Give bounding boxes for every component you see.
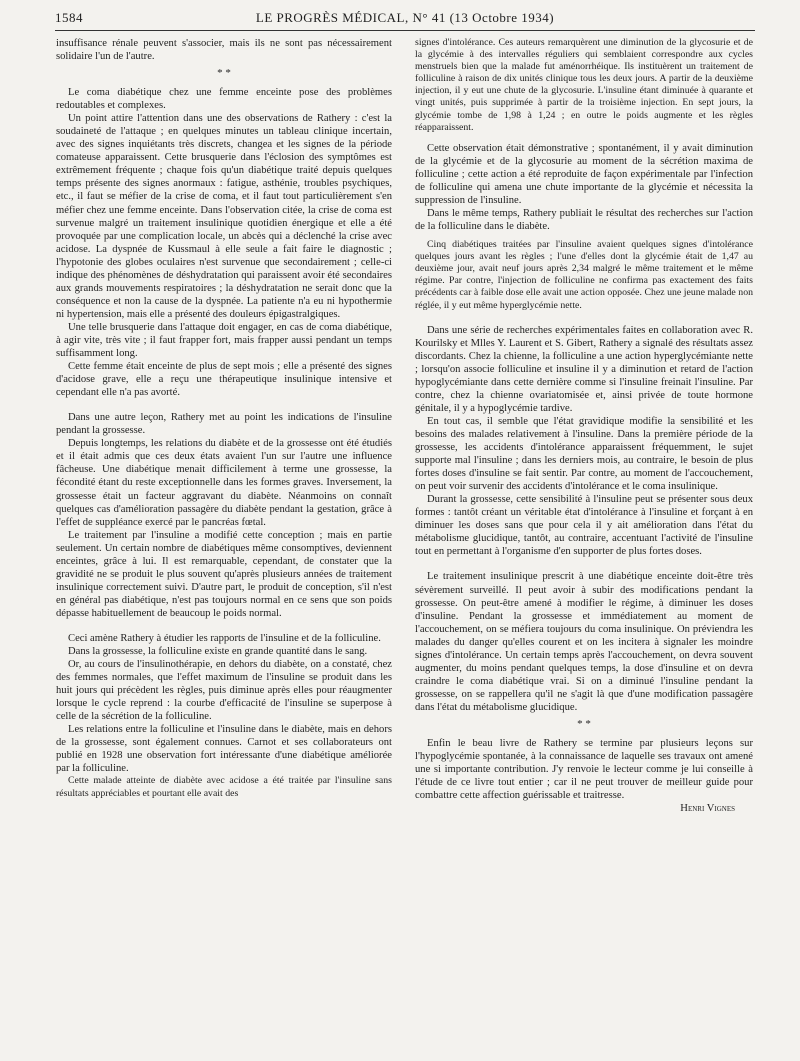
paragraph: Dans une série de recherches expérimentales faites en collaboration avec R. Kourilsky et Mlles Y. Laurent et S. Gibert, Rathery a signalé des résultats assez discordants. Chez la chienne, la folliculine a une action hyperglycémiante nette ; lorsqu'on associe folliculine et insuline il y a diminution et retard de l'action hypoglycémiante dans cette dernière comme si l'insuline freinait l'insuline. Par contre, chez la chienne ovariatomisée et, ainsi privée de toute hormone génitale, il y a hypoglycémie tardive. [415,324,753,414]
paragraph: Depuis longtemps, les relations du diabète et de la grossesse ont été étudiés et il était admis que ces deux états avaient l'un sur l'autre une influence fâcheuse. Une diabétique menait difficilement à terme une grossesse, la fécondité étant du reste exceptionnelle dans les formes graves. Inversement, la grossesse était un facteur aggravant du diabète. Néanmoins on connaît quelques cas d'amélioration passagère du diabète pendant la gestation, grâce à l'effet de suppléance exercé par le pancréas fœtal. [56,438,392,528]
paragraph: Les relations entre la folliculine et l'insuline dans le diabète, mais en dehors de la grossesse, sont également connues. Carnot et ses collaborateurs ont publié en 1928 une observation fort intéressante d'une diabétique améliorée par la folliculine. [56,724,392,775]
paragraph: En tout cas, il semble que l'état gravidique modifie la sensibilité et les besoins des malades relativement à l'insuline. Dans la première période de la grossesse, les accidents d'intolérance apparaissent fréquemment, le sujet supporte mal l'insuline ; dans les derniers mois, au contraire, le besoin de plus fortes doses d'insuline se fait sentir. Par contre, au moment de l'accouchement, on peut voir survenir des accidents d'intolérance et le coma insulinique. [415,415,753,493]
header-rule [55,30,755,31]
paragraph: Dans la grossesse, la folliculine existe en grande quantité dans le sang. [68,646,368,658]
paragraph-small: Cette malade atteinte de diabète avec acidose a été traitée par l'insuline sans résultats appréciables et pourtant elle avait des [56,775,392,799]
paragraph: Cette observation était démonstrative ; spontanément, il y avait diminution de la glycémie et de la glycosurie au moment de la sécrétion maxima de folliculine ; cette action a été reproduite de façon expérimentale par l'infection de folliculine qui amena une chute importante de la glycémie et nécessita la suppression de l'insuline. [415,142,753,206]
paragraph: Dans une autre leçon, Rathery met au point les indications de l'insuline pendant la grossesse. [56,412,392,437]
paragraph: Enfin le beau livre de Rathery se termine par plusieurs leçons sur l'hypoglycémie spontanée, à la connaissance de laquelle ses travaux ont amené une si importante contribution. J'y renvoie le lecteur comme je lui conseille à l'étude de ce livre tout entier ; car il ne peut trouver de meilleur guide pour combattre cette affection guérissable et traitresse. [415,738,753,802]
page-header [55,8,755,30]
paragraph-small: Cinq diabétiques traitées par l'insuline avaient quelques signes d'intolérance quelques jours avant les règles ; l'une d'elles dont la glycémie était de 1,47 au deuxième jour, avait neuf jours après 2,34 malgré le même traitement et le même régime. Par contre, l'injection de folliculine ne confirma pas exactement des faits précédents car à faible dose elle avait une action opposée. Chez une jeune malade non réglée, il y eut même hyperglycémie nette. [415,239,753,311]
paragraph: Cette femme était enceinte de plus de sept mois ; elle a présenté des signes d'acidose grave, elle a reçu une thérapeutique insulinique intensive et cependant elle n'a pas avorté. [56,361,392,399]
section-separator: * * [577,718,591,730]
paragraph: Ceci amène Rathery à étudier les rapports de l'insuline et de la folliculine. [68,632,381,644]
paragraph: Durant la grossesse, cette sensibilité à l'insuline peut se présenter sous deux formes : tantôt créant un véritable état d'intolérance à l'insuline et forçant à en diminuer les doses sans que pour cela il y ait amélioration dans l'état du métabolisme glucidique, tantôt, au contraire, accentuant l'activité de l'insuline tout en permettant à l'organisme d'en supporter de plus fortes doses. [415,494,753,558]
page-number: 1584 [55,10,83,25]
paragraph-small: signes d'intolérance. Ces auteurs remarquèrent une diminution de la glycosurie et de la glycémie à des intervalles réguliers qui semblaient correspondre aux cycles menstruels bien que la malade fut aménorrhéique. Ils instituèrent un traitement de folliculine à raison de dix unités clinique tous les deux jours. A partir de la deuxième injection, il y eut une chute de la glycosurie. L'insuline étant diminuée à quarante et vingt unités, puis supprimée à partir de la troisième injection. En sept jours, la glycémie tombe de 1,98 à 1,24 ; en outre le poids augmente et les règles réapparaissent. [415,37,753,133]
paragraph: Le coma diabétique chez une femme enceinte pose des problèmes redoutables et complexes. [56,87,392,112]
paragraph: Le traitement par l'insuline a modifié cette conception ; mais en partie seulement. Un certain nombre de diabétiques même consomptives, deviennent enceintes, grâce à lui. Il est remarquable, cependant, de constater que la gravidité ne se produit le plus souvent qu'après plusieurs années de traitement insulinique correctement suivi. D'autre part, le produit de conception, s'il n'est en général pas diabétique, n'est pas toujours normal en ce sens que son poids dépasse habituellement de beaucoup le poids normal. [56,529,392,619]
paragraph: Le traitement insulinique prescrit à une diabétique enceinte doit-être très sévèrement surveillé. Il peut avoir à subir des modifications pendant la grossesse. On peut-être amené à modifier le régime, à diminuer les doses d'insuline. Pendant la grossesse et immédiatement au moment de l'accouchement, on se méfiera toujours du coma insulinique. On préviendra les malades du danger qu'elles courent et on les incitera à signaler les moindre signes d'intolérance. Un certain temps après l'accouchement, on devra souvent augmenter, du moins pendant quelques temps, la dose d'insuline et on devra craindre le coma diabétique vrai. Si on a diminué l'insuline pendant la grossesse, on se rappellera qu'il ne s'agit là que d'une modification passagère dans l'état du métabolisme glucidique. [415,571,753,713]
paragraph: Or, au cours de l'insulinothérapie, en dehors du diabète, on a constaté, chez des femmes normales, que l'effet maximum de l'insuline se produit dans les huit jours qui précèdent les règles, puis diminue après elles pour réaugmenter lorsque le cycle reprend : la courbe d'efficacité de l'insuline se superpose à celle de la sécrétion de la folliculine. [56,659,392,723]
running-title: LE PROGRÈS MÉDICAL, N° 41 (13 Octobre 1934) [255,10,555,25]
paragraph: Dans le même temps, Rathery publiait le résultat des recherches sur l'action de la folliculine dans le diabète. [415,207,753,233]
author-signature: Henri Vignes [680,803,735,815]
right-column [415,37,753,815]
paragraph: Un point attire l'attention dans une des observations de Rathery : c'est la soudaineté de l'attaque ; en quelques minutes un tableau clinique incertain, avec des signes inquiétants très discrets, changea et les signes de la période comateuse apparaissent. Cette brusquerie dans l'éclosion des symptômes est extrêmement fréquente ; chaque fois qu'un diabétique traité depuis quelques temps présente des signes anormaux : fatigue, asthénie, troubles psychiques, etc., il faut se méfier de la crise de coma, et il faut tout particulièrement s'en méfier chez une femme enceinte. Dans l'observation citée, la crise de coma est survenue malgré un traitement insulinique quotidien énergique et elle a été provoquée par une complication locale, un abcès qui a déclenché la crise avec acidose. La dyspnée de Kussmaul à elle seule a fait faire le diagnostic ; l'hypotonie des globes oculaires n'est survenue que secondairement ; celle-ci indique des phénomènes de déshydratation qui paraissent avoir été secondaires aux grands mouvements respiratoires ; la déshydratation ne serait donc que la conséquence et non la cause de la dyspnée. La patiente n'a eu ni hypothermie ni hypertension, mais elle a présenté des douleurs épigastralgiques. [56,113,392,320]
paragraph: insuffisance rénale peuvent s'associer, mais ils ne sont pas nécessairement solidaire l'un de l'autre. [56,38,392,63]
left-column [56,37,392,800]
paragraph: Une telle brusquerie dans l'attaque doit engager, en cas de coma diabétique, à agir vite, très vite ; il faut frapper fort, mais frapper aussi pendant un temps suffisamment long. [56,321,392,360]
section-separator: * * [217,67,231,80]
